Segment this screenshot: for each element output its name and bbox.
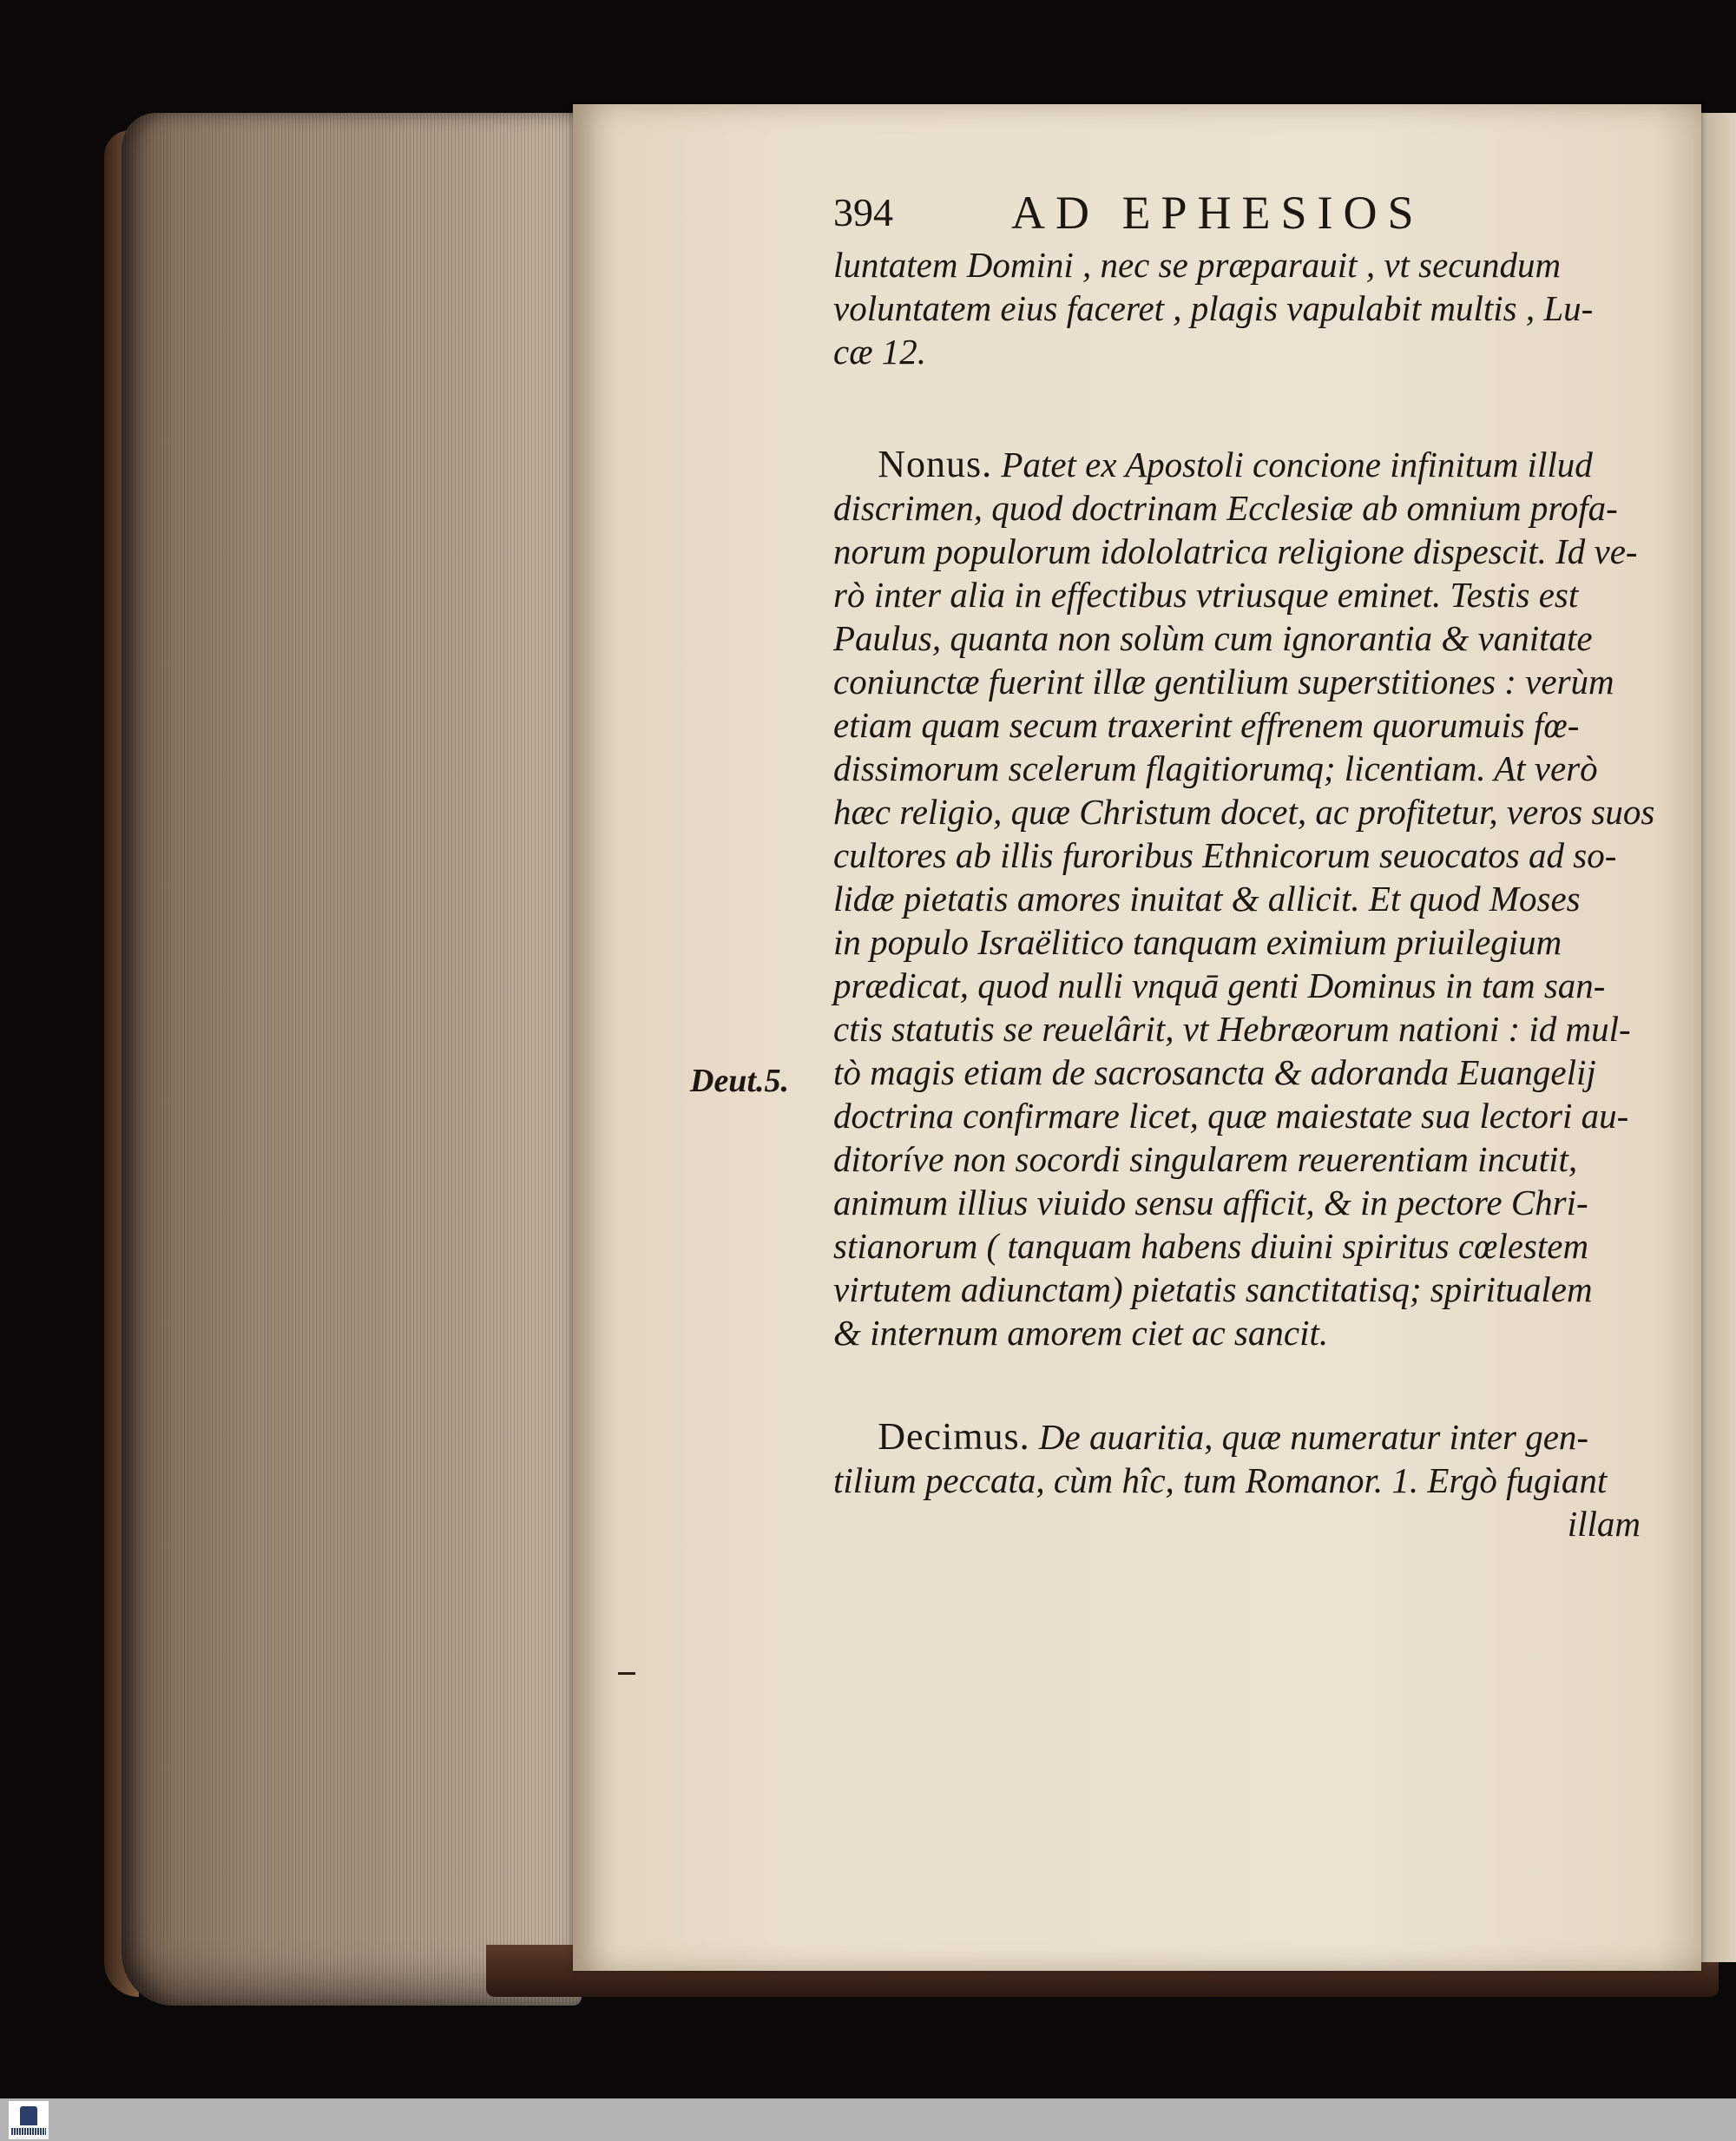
text-line: stianorum ( tanquam habens diuini spiritus cœlestem bbox=[833, 1226, 1589, 1266]
text-line: ditoríve non socordi singularem reuerentiam incutit, bbox=[833, 1139, 1578, 1179]
library-logo-icon bbox=[9, 2101, 49, 2139]
viewer-footer-bar bbox=[0, 2098, 1736, 2141]
text-line: luntatem Domini , nec se præparauit , vt secundum bbox=[833, 245, 1562, 285]
text-line bbox=[833, 443, 1641, 486]
text-line: tilium peccata, cùm hîc, tum Romanor. 1. Ergò fugiant bbox=[833, 1460, 1608, 1500]
page-header bbox=[833, 182, 1641, 243]
text-line: discrimen, quod doctrinam Ecclesiæ ab omnium profa- bbox=[833, 488, 1618, 528]
text-line: voluntatem eius faceret , plagis vapulabit multis , Lu- bbox=[833, 288, 1594, 328]
paragraph-1 bbox=[833, 243, 1641, 373]
text-line: ctis statutis se reuelârit, vt Hebræorum nationi : id mul- bbox=[833, 1009, 1631, 1049]
text-line: etiam quam secum traxerint effrenem quorumuis fœ- bbox=[833, 705, 1580, 745]
lead-word: Decimus. bbox=[878, 1415, 1030, 1458]
paragraph-nonus bbox=[833, 443, 1655, 1354]
text-line: rò inter alia in effectibus vtriusque eminet. Testis est bbox=[833, 575, 1579, 615]
text-line: lidæ pietatis amores inuitat & allicit. Et quod Moses bbox=[833, 879, 1581, 919]
text-line bbox=[833, 1415, 1641, 1459]
catchword: illam bbox=[1567, 1504, 1641, 1544]
paragraph-decimus bbox=[833, 1415, 1641, 1545]
lead-word: Nonus. bbox=[878, 443, 993, 485]
text-line: dissimorum scelerum flagitiorumq; licentiam. At verò bbox=[833, 748, 1598, 788]
margin-note: Deut.5. bbox=[690, 1063, 789, 1099]
text-line: animum illius viuido sensu afficit, & in pectore Chri- bbox=[833, 1182, 1588, 1222]
running-head: AD EPHESIOS bbox=[1011, 187, 1424, 239]
page-edges bbox=[122, 113, 582, 2006]
first-line-rest: De auaritia, quæ numeratur inter gen- bbox=[1038, 1417, 1589, 1457]
text-line: Paulus, quanta non solùm cum ignorantia & vanitate bbox=[833, 618, 1593, 658]
logo-building-icon bbox=[20, 2106, 37, 2125]
text-line: tò magis etiam de sacrosancta & adoranda Euangelij bbox=[833, 1052, 1596, 1092]
text-line: cæ 12. bbox=[833, 332, 927, 372]
text-line: coniunctæ fuerint illæ gentilium superstitiones : verùm bbox=[833, 662, 1614, 702]
text-line: prædicat, quod nulli vnquā genti Dominus in tam san- bbox=[833, 965, 1606, 1005]
page-text bbox=[833, 182, 1655, 1545]
text-line: in populo Israëlitico tanquam eximium priuilegium bbox=[833, 922, 1562, 962]
text-line: doctrina confirmare licet, quæ maiestate sua lectori au- bbox=[833, 1096, 1629, 1136]
logo-lettering bbox=[11, 2128, 46, 2135]
page-number: 394 bbox=[833, 190, 893, 234]
first-line-rest: Patet ex Apostoli concione infinitum illud bbox=[1001, 445, 1593, 484]
text-line: norum populorum idololatrica religione dispescit. Id ve- bbox=[833, 531, 1638, 571]
text-line: hæc religio, quæ Christum docet, ac profitetur, veros suos bbox=[833, 792, 1655, 832]
text-line: virtutem adiunctam) pietatis sanctitatisq; spiritualem bbox=[833, 1269, 1593, 1309]
text-line: & internum amorem ciet ac sancit. bbox=[833, 1313, 1329, 1353]
text-line: cultores ab illis furoribus Ethnicorum seuocatos ad so- bbox=[833, 835, 1617, 875]
gutter-mark bbox=[618, 1672, 635, 1675]
